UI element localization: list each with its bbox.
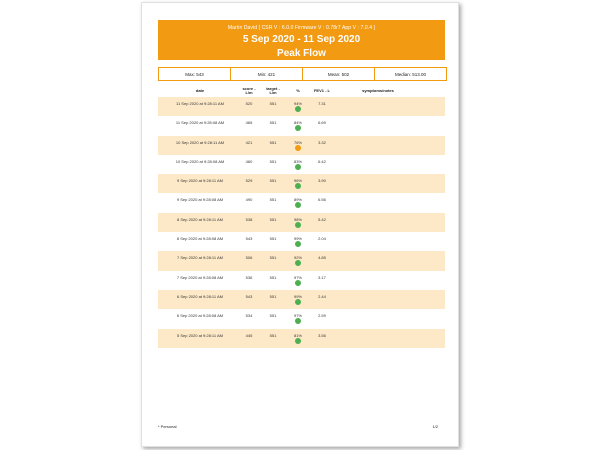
row-target: 551 (269, 274, 277, 280)
col-target-l1: target - (266, 86, 280, 91)
row-score: 529 (245, 178, 253, 184)
smiley-face-icon (295, 260, 301, 266)
stat-min: Min: 421 (231, 68, 303, 80)
row-score: 538 (245, 216, 253, 222)
row-score: 465 (245, 120, 253, 126)
smiley-face-icon (295, 241, 301, 247)
table-row (158, 155, 445, 174)
row-score: 520 (245, 101, 253, 106)
table-row (158, 251, 445, 270)
row-percent: 76% (293, 139, 302, 145)
row-date: 5 Sep 2020 at 9:28:11 AM (177, 332, 223, 338)
row-fev1: 2.04 (318, 236, 326, 242)
smiley-face-icon (295, 202, 301, 208)
table-row (158, 329, 445, 348)
row-target: 551 (269, 255, 277, 261)
table-row (158, 213, 445, 232)
row-target: 551 (269, 158, 277, 164)
row-percent: 92% (293, 255, 302, 261)
row-date: 6 Sep 2020 at 9:28:11 AM (177, 293, 223, 299)
smiley-face-icon (295, 280, 301, 286)
row-target: 551 (269, 120, 277, 126)
row-percent: 94% (293, 101, 302, 106)
row-score: 543 (245, 236, 253, 242)
row-target: 551 (269, 101, 277, 106)
summary-stats (158, 67, 447, 81)
col-score (240, 87, 258, 95)
row-date: 7 Sep 2020 at 9:28:11 AM (177, 255, 223, 261)
row-fev1: 3.32 (318, 139, 326, 145)
table-row (158, 97, 445, 116)
col-date: date (195, 88, 205, 93)
table-row (158, 290, 445, 309)
row-fev1: 7.31 (318, 101, 326, 106)
row-percent: 96% (293, 178, 302, 184)
row-score: 543 (245, 293, 253, 299)
row-score: 536 (245, 274, 253, 280)
row-percent: 89% (293, 197, 302, 203)
row-fev1: 2.59 (318, 313, 326, 319)
row-score: 534 (245, 313, 253, 319)
row-fev1: 6.69 (318, 120, 326, 126)
row-date: 11 Sep 2020 at 9:28:11 AM (176, 101, 224, 106)
row-percent: 83% (293, 158, 302, 164)
row-percent: 97% (293, 274, 302, 280)
row-percent: 97% (293, 313, 302, 319)
row-percent: 84% (293, 120, 302, 126)
row-date: 9 Sep 2020 at 9:28:08 AM (176, 197, 224, 203)
table-row (158, 271, 445, 290)
date-range-title: 5 Sep 2020 - 11 Sep 2020 (242, 34, 361, 45)
row-percent: 81% (293, 332, 302, 338)
table-row (158, 232, 445, 251)
table-row (158, 116, 445, 135)
row-score: 460 (245, 158, 253, 164)
table-row (158, 309, 445, 328)
col-pct: % (296, 88, 300, 93)
stat-max: Max: 543 (159, 68, 231, 80)
smiley-face-icon (295, 125, 301, 131)
row-target: 551 (269, 313, 277, 319)
smiley-face-icon (295, 183, 301, 189)
row-fev1: 6.56 (318, 197, 326, 203)
row-date: 8 Sep 2020 at 9:28:11 AM (177, 216, 223, 222)
stat-median: Median: 513.00 (394, 71, 427, 77)
row-date: 10 Sep 2020 at 9:28:08 AM (175, 158, 225, 164)
row-fev1: 3.56 (318, 332, 326, 338)
row-score: 421 (245, 139, 253, 145)
smiley-face-icon (295, 338, 301, 344)
smiley-face-icon (295, 106, 301, 112)
smiley-face-icon (295, 299, 301, 305)
col-notes: symptoms/notes (362, 88, 394, 93)
smiley-face-icon (295, 318, 301, 324)
col-target (264, 87, 282, 95)
report-type-title: Peak Flow (277, 48, 326, 59)
row-target: 551 (269, 293, 277, 299)
report-page (141, 2, 459, 447)
row-fev1: 6.42 (318, 158, 326, 164)
row-date: 7 Sep 2020 at 9:28:08 AM (176, 274, 224, 280)
page-number: 1/2 (432, 424, 438, 429)
col-fev: FEV1 - L (313, 88, 330, 93)
row-target: 551 (269, 139, 277, 145)
table-row (158, 136, 445, 155)
col-score-l2: L/m (245, 90, 253, 95)
row-target: 551 (269, 332, 277, 338)
table-row (158, 174, 445, 193)
row-percent: 99% (293, 293, 302, 299)
row-target: 551 (269, 178, 277, 184)
row-fev1: 5.42 (318, 216, 326, 222)
row-percent: 99% (293, 236, 302, 242)
row-percent: 98% (293, 216, 302, 222)
row-fev1: 3.90 (318, 178, 326, 184)
row-target: 551 (269, 216, 277, 222)
row-score: 490 (245, 197, 253, 203)
row-target: 551 (269, 236, 277, 242)
smiley-face-icon (295, 222, 301, 228)
row-date: 6 Sep 2020 at 9:28:08 AM (176, 313, 224, 319)
readings-table (158, 97, 445, 348)
row-score: 506 (245, 255, 253, 261)
row-date: 11 Sep 2020 at 9:28:08 AM (175, 120, 225, 126)
stat-mean: Mean: 502 (303, 68, 375, 80)
smiley-face-icon (295, 145, 301, 151)
col-target-l2: L/m (269, 90, 277, 95)
row-fev1: 3.17 (318, 274, 326, 280)
row-date: 9 Sep 2020 at 9:28:11 AM (177, 178, 223, 184)
report-header (158, 20, 445, 60)
table-row (158, 193, 445, 212)
row-fev1: 2.44 (318, 293, 326, 299)
col-score-l1: score - (242, 86, 256, 91)
smiley-face-icon (295, 164, 301, 170)
row-target: 551 (269, 197, 277, 203)
device-info: Martin David [ CSR V : 6.0.0 Firmware V : 0.78r7 App V : 7.0.4 ] (227, 25, 376, 31)
row-score: 445 (245, 332, 253, 338)
row-date: 10 Sep 2020 at 9:28:11 AM (175, 139, 225, 145)
footer-note: * Personal (158, 424, 177, 429)
row-fev1: 4.85 (318, 255, 326, 261)
row-date: 8 Sep 2020 at 9:28:08 AM (176, 236, 224, 242)
